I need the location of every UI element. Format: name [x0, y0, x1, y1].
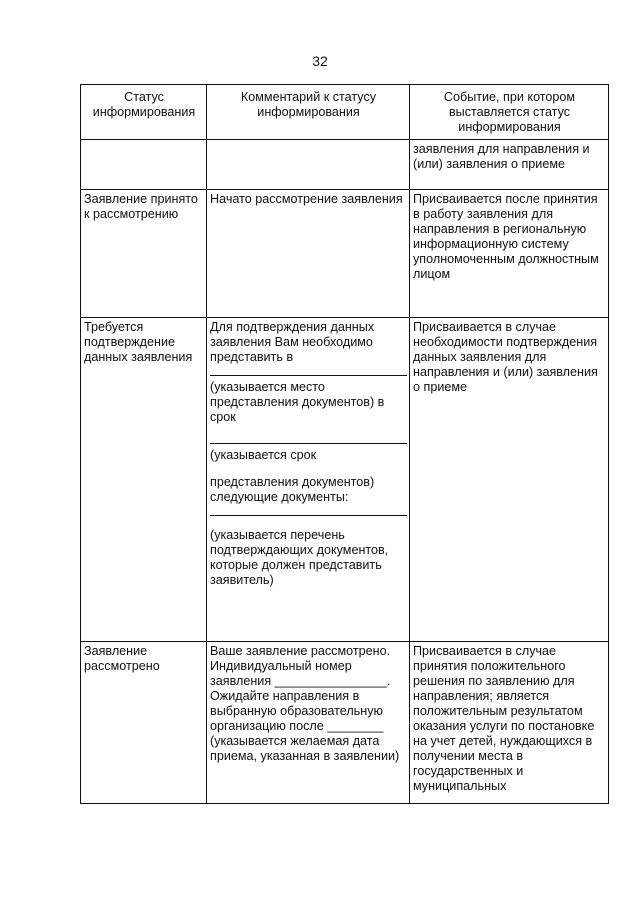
header-status: Статус информирования [81, 85, 207, 140]
cell-event: Присваивается в случае принятия положительного решения по заявлению для направления; является положительным результатом оказания услуги по постановке на учет детей, нуждающихся в получении места в государственных и муниципальных [410, 642, 609, 804]
comment-line: Ожидайте направления в выбранную образовательную организацию после ________ [210, 689, 384, 733]
cell-event: Присваивается после принятия в работу заявления для направления в региональную информационную систему уполномоченным должностным лицом [410, 190, 609, 318]
cell-status [81, 140, 207, 190]
cell-comment [207, 318, 410, 642]
comment-term-hint-cont: представления документов) следующие документы: [210, 475, 375, 504]
table-row [81, 190, 609, 318]
comment-line: Индивидуальный номер [210, 659, 352, 673]
comment-intro: Для подтверждения данных заявления Вам необходимо представить в [210, 320, 375, 364]
cell-event: заявления для направления и (или) заявления о приеме [410, 140, 609, 190]
comment-line: заявления ________________. [210, 674, 391, 688]
cell-status: Требуется подтверждение данных заявления [81, 318, 207, 642]
cell-comment [207, 642, 410, 804]
status-table [80, 84, 609, 804]
page-number: 32 [312, 53, 328, 69]
comment-line: Ваше заявление рассмотрено. [210, 644, 391, 658]
fill-in-line [210, 505, 407, 516]
table-header-row [81, 85, 609, 140]
comment-place-hint: (указывается место представления документов) в срок [210, 380, 385, 424]
header-event: Событие, при котором выставляется статус информирования [410, 85, 609, 140]
cell-event: Присваивается в случае необходимости подтверждения данных заявления для направления и (или) заявления о приеме [410, 318, 609, 642]
table-row [81, 642, 609, 804]
table-row [81, 318, 609, 642]
table-row [81, 140, 609, 190]
cell-comment: Начато рассмотрение заявления [207, 190, 410, 318]
comment-docs-hint: (указывается перечень подтверждающих документов, которые должен представить заявитель) [210, 528, 389, 587]
fill-in-line [210, 365, 407, 376]
comment-line: (указывается желаемая дата приема, указанная в заявлении) [210, 734, 400, 763]
header-comment: Комментарий к статусу информирования [207, 85, 410, 140]
cell-status: Заявление принято к рассмотрению [81, 190, 207, 318]
fill-in-line [210, 433, 407, 444]
cell-comment [207, 140, 410, 190]
comment-term-hint: (указывается срок [210, 448, 317, 462]
cell-status: Заявление рассмотрено [81, 642, 207, 804]
